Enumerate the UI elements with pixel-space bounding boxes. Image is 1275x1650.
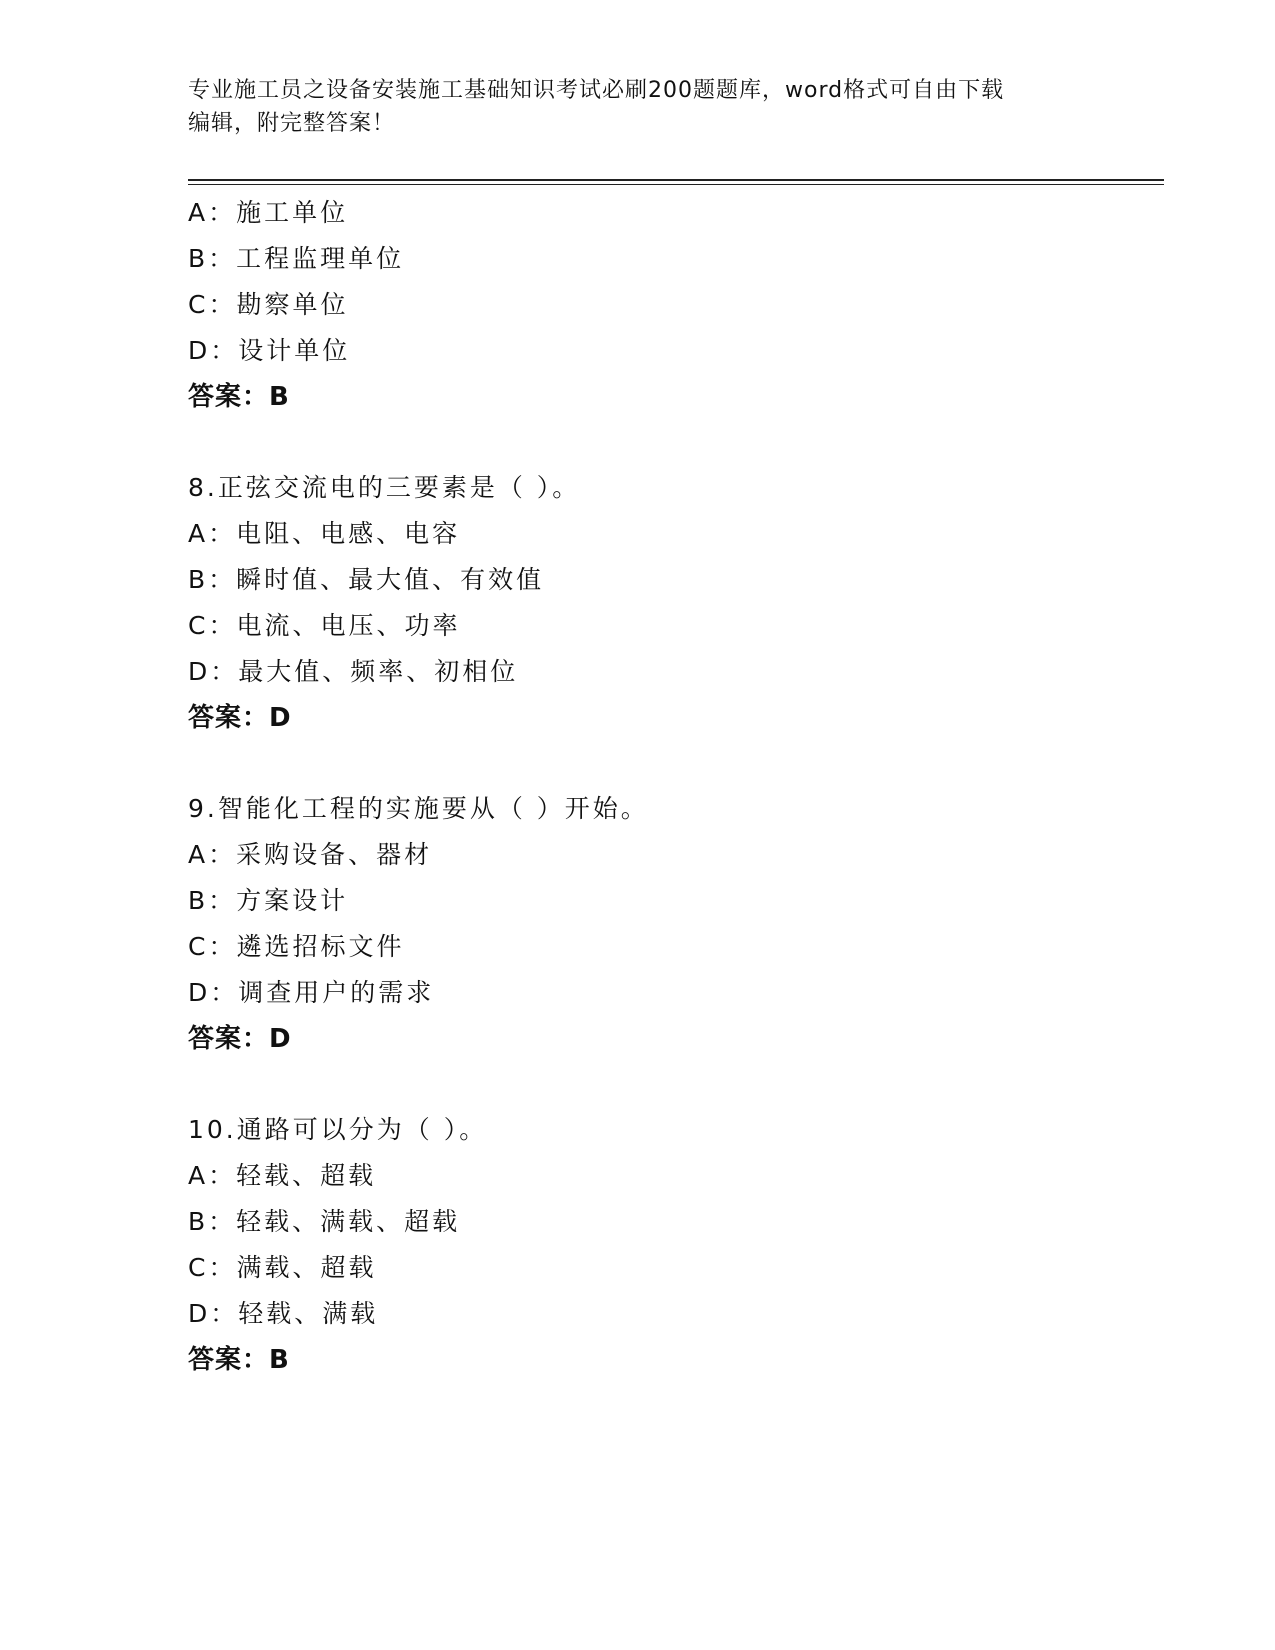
question-block-7 [188, 190, 1148, 420]
question-list [188, 190, 1148, 1383]
option-b: B：方案设计 [188, 886, 349, 915]
question-spacer [188, 420, 1148, 465]
question-spacer [188, 1062, 1148, 1107]
header-line-2: 编辑，附完整答案！ [188, 111, 396, 136]
question-block-10 [188, 1107, 1148, 1383]
option-c: C：电流、电压、功率 [188, 611, 461, 640]
option-a: A：采购设备、器材 [188, 840, 433, 869]
option-a: A：轻载、超载 [188, 1161, 377, 1190]
question-text: 8.正弦交流电的三要素是（ ）。 [188, 473, 581, 502]
question-block-9 [188, 786, 1148, 1062]
document-header [188, 74, 1088, 140]
option-d: D：设计单位 [188, 336, 351, 365]
option-c: C：遴选招标文件 [188, 932, 405, 961]
option-a: A：施工单位 [188, 198, 349, 227]
option-b: B：工程监理单位 [188, 244, 405, 273]
option-d: D：最大值、频率、初相位 [188, 657, 519, 686]
header-divider-thin [188, 184, 1164, 185]
option-a: A：电阻、电感、电容 [188, 519, 461, 548]
option-c: C：勘察单位 [188, 290, 349, 319]
option-b: B：轻载、满载、超载 [188, 1207, 461, 1236]
answer-line: 答案：D [188, 1024, 292, 1054]
option-c: C：满载、超载 [188, 1253, 377, 1282]
answer-line: 答案：B [188, 1345, 290, 1375]
header-line-1: 专业施工员之设备安装施工基础知识考试必刷200题题库，word格式可自由下载 [188, 78, 1005, 103]
question-block-8 [188, 465, 1148, 741]
question-text: 10.通路可以分为（ ）。 [188, 1115, 488, 1144]
question-text: 9.智能化工程的实施要从（ ）开始。 [188, 794, 649, 823]
option-d: D：轻载、满载 [188, 1299, 379, 1328]
header-divider-thick [188, 179, 1164, 181]
option-d: D：调查用户的需求 [188, 978, 435, 1007]
answer-line: 答案：D [188, 703, 292, 733]
answer-line: 答案：B [188, 382, 290, 412]
option-b: B：瞬时值、最大值、有效值 [188, 565, 545, 594]
question-spacer [188, 741, 1148, 786]
